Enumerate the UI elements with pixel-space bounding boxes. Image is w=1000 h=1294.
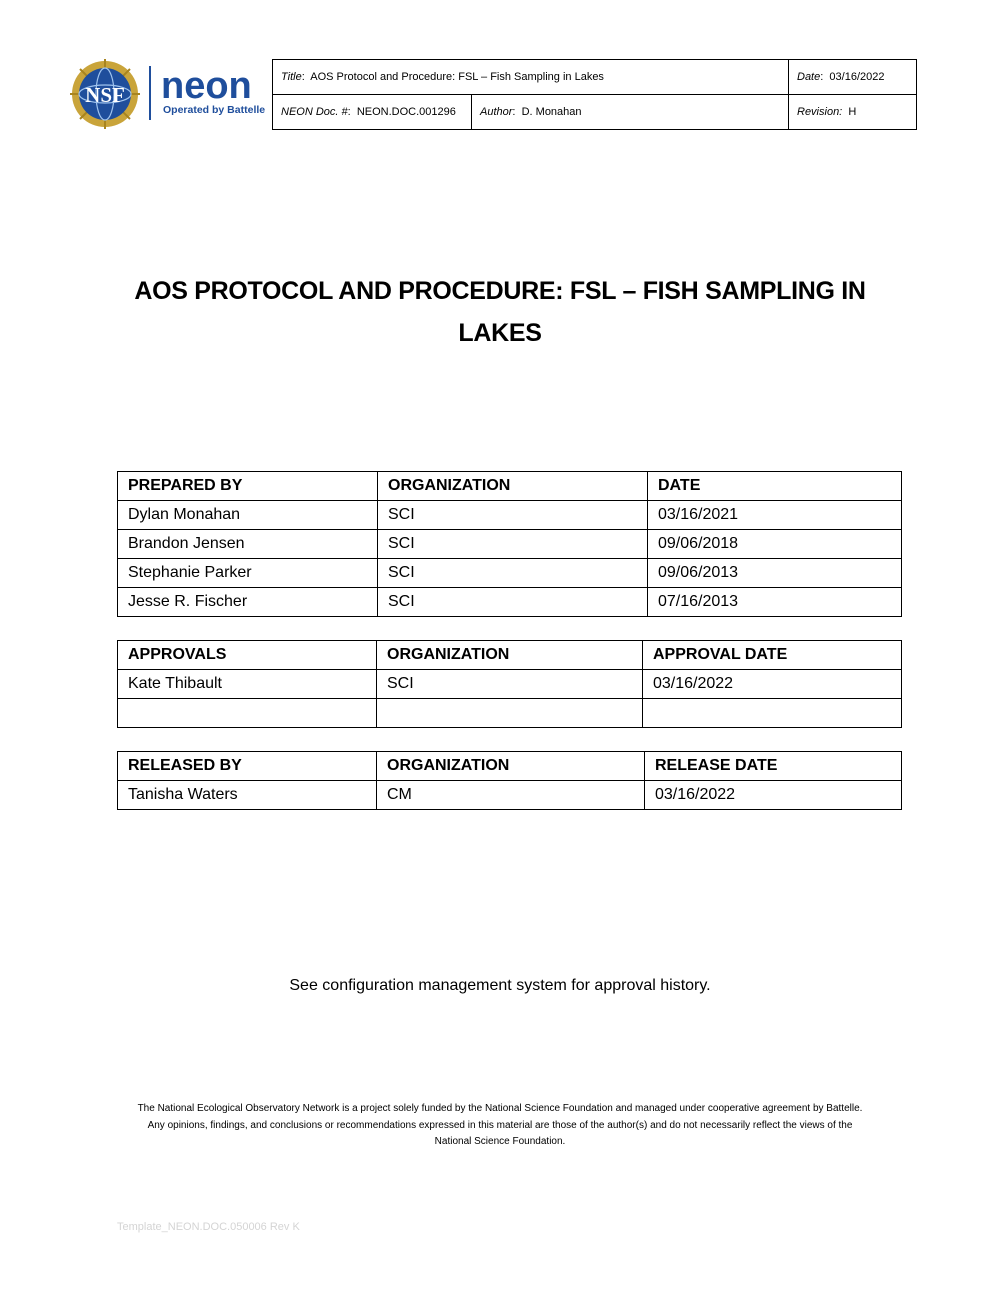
table-row: Brandon Jensen SCI 09/06/2018: [118, 530, 902, 559]
config-management-note: See configuration management system for approval history.: [289, 977, 711, 994]
column-header: APPROVALS: [118, 641, 377, 670]
svg-text:NSF: NSF: [85, 83, 125, 107]
approvals-table: [117, 640, 902, 728]
header-date-cell: Date: 03/16/2022: [789, 60, 917, 95]
table-row: Stephanie Parker SCI 09/06/2013: [118, 559, 902, 588]
header-revision-cell: Revision: H: [789, 95, 917, 130]
nsf-seal-icon: [70, 59, 140, 129]
header-table: [272, 59, 917, 130]
column-header: ORGANIZATION: [377, 641, 643, 670]
template-id: Template_NEON.DOC.050006 Rev K: [117, 1221, 300, 1233]
table-row: Tanisha Waters CM 03/16/2022: [118, 781, 902, 810]
column-header: RELEASE DATE: [645, 752, 902, 781]
table-row: Dylan Monahan SCI 03/16/2021: [118, 501, 902, 530]
released-by-table: [117, 751, 902, 810]
logo-tagline: Operated by Battelle: [163, 104, 266, 116]
table-row: Jesse R. Fischer SCI 07/16/2013: [118, 588, 902, 617]
header-author-cell: Author: D. Monahan: [472, 95, 789, 130]
table-row: [118, 699, 902, 728]
column-header: PREPARED BY: [118, 472, 378, 501]
column-header: ORGANIZATION: [378, 472, 648, 501]
funding-disclaimer: The National Ecological Observatory Network is a project solely funded by the National Science Foundation and managed under cooperative agreement by Battelle. Any opinions, findings, and conclusions or recommendations expressed in this material are those of the author(s) and do not necessarily reflect the views of the National Science Foundation.: [137, 1103, 863, 1147]
nsf-neon-logo: [68, 58, 270, 130]
column-header: APPROVAL DATE: [643, 641, 902, 670]
header-title-cell: Title: AOS Protocol and Procedure: FSL – Fish Sampling in Lakes: [273, 60, 789, 95]
column-header: DATE: [648, 472, 902, 501]
column-header: ORGANIZATION: [377, 752, 645, 781]
column-header: RELEASED BY: [118, 752, 377, 781]
table-row: Kate Thibault SCI 03/16/2022: [118, 670, 902, 699]
header-docnum-cell: NEON Doc. #: NEON.DOC.001296: [273, 95, 472, 130]
prepared-by-table: [117, 471, 902, 617]
document-title: AOS PROTOCOL AND PROCEDURE: FSL – FISH SAMPLING IN LAKES: [134, 277, 866, 347]
neon-wordmark: neon: [161, 65, 252, 107]
